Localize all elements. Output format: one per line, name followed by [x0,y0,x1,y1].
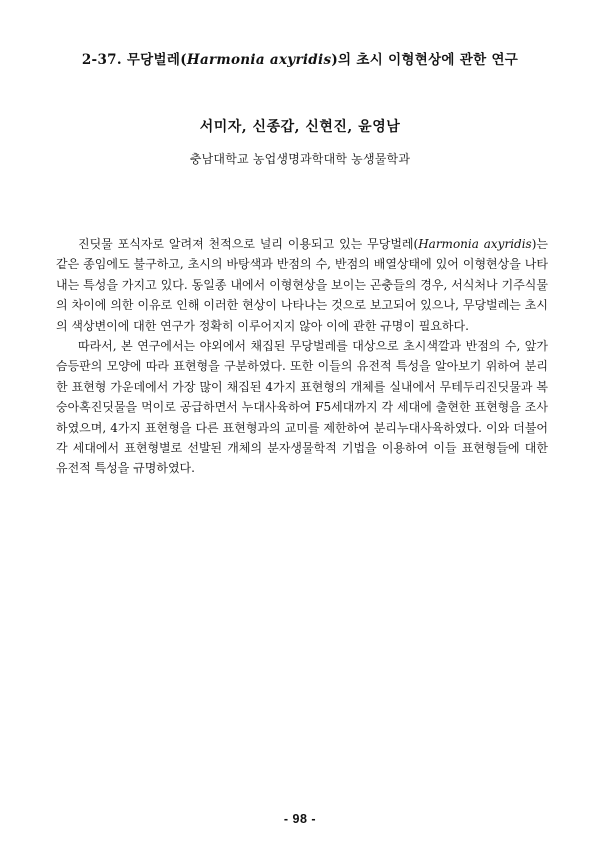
paragraph-1-species-name: Harmonia axyridis [418,237,532,251]
paragraph-1 [56,234,548,336]
paragraph-1-start: 진딧물 포식자로 알려져 천적으로 널리 이용되고 있는 무당벌레( [78,237,419,251]
paper-title [0,48,600,68]
title-suffix: )의 초시 이형현상에 관한 연구 [331,52,519,68]
abstract-body [56,234,548,479]
page-number: - 98 - [283,812,317,826]
title-species-name: Harmonia axyridis [186,52,332,68]
paragraph-2: 따라서, 본 연구에서는 야외에서 채집된 무당벌레를 대상으로 초시색깔과 반점의 수, 앞가슴등판의 모양에 따라 표현형을 구분하였다. 또한 이들의 유전적 특성을 알아보기 위하여 분리한 표현형 가운데에서 가장 많이 채집된 4가지 표현형의 개체를 실내에서 무테두리진딧물과 복숭아혹진딧물을 먹이로 공급하면서 누대사육하여 F5세대까지 각 세대에 출현한 표현형을 조사하였으며, 4가지 표현형을 다른 표현형과의 교미를 제한하여 분리누대사육하였다. 이와 더불어 각 세대에서 표현형별로 선발된 개체의 분자생물학적 기법을 이용하여 이들 표현형들에 대한 유전적 특성을 규명하였다. [56,339,548,476]
paragraph-1-rest: )는 같은 종임에도 불구하고, 초시의 바탕색과 반점의 수, 반점의 배열상태에 있어 이형현상을 나타내는 특성을 가지고 있다. 동일종 내에서 이형현상을 보이는 곤충들의 경우, 서식처나 기주식물의 차이에 의한 이유로 인해 이러한 현상이 나타나는 것으로 보고되어 있으나, 무당벌레는 초시의 색상변이에 대한 연구가 정확히 이루어지지 않아 이에 관한 규명이 필요하다. [56,237,548,333]
title-prefix: 2-37. 무당벌레( [81,52,187,68]
authors: 서미자, 신종갑, 신현진, 윤영남 [199,119,401,135]
affiliation: 충남대학교 농업생명과학대학 농생물학과 [189,152,411,166]
